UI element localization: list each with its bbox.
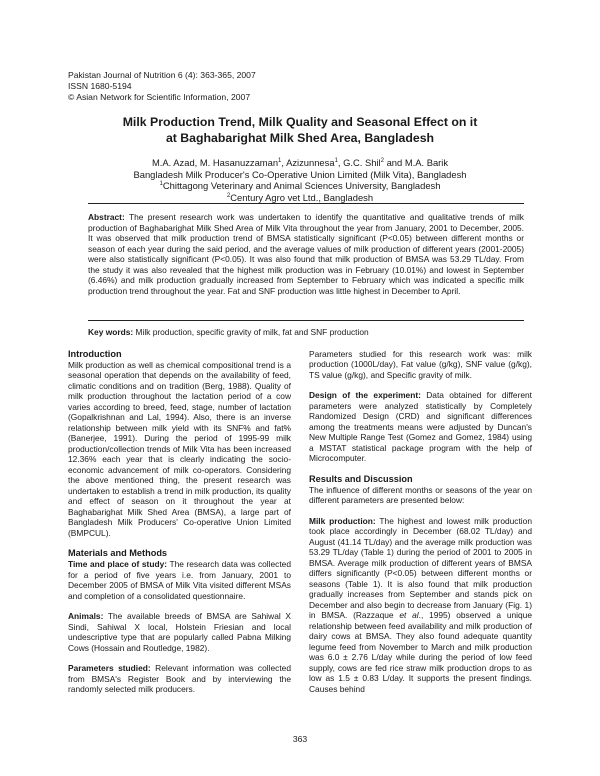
affiliation-0: Bangladesh Milk Producer's Co-Operative Union Limited (Milk Vita), Bangladesh bbox=[133, 168, 467, 180]
affiliation-2: $^2$Century Agro vet Ltd., Bangladesh bbox=[226, 191, 374, 203]
journal-citation: Pakistan Journal of Nutrition 6 (4): 363-365, 2007 bbox=[68, 70, 256, 80]
introduction-text: Milk production as well as chemical compositional trend is a seasonal operation that depends on the availability of feed, climatic conditions and on tradition (Berg, 1988). Quality of milk production throughout the lactation period of a cow varies according to breed, feed, stage, number of lactation (Gopalkrishnan and Lal, 1994). Also, there is an inverse relationship between milk yield with its SNF% and fat% (Banerjee, 1991). During the period of 1995-99 milk production/collection trends of Milk Vita has been increased 12.36% each year that is clearly indicating the socio-economic advancement of milk co-operators. Considering the above mentioned thing, the present research was undertaken to establish a trend in milk production, its quality and effect of season on it throughout the year at Baghabarighat Milk Shed Area (BMSA), a large part of Bangladesh Milk Producers' Co-operative Union Limited (BMPCUL). bbox=[68, 360, 291, 538]
milk-production-paragraph: Milk production: The highest and lowest milk production took place accordingly in December (68.02 TL/day) and August (41.14 TL/day) and the average milk production was 53.29 TL/day (Table 1) during the period of 2001 to 2005 in BMSA. Average milk production of different years of BMSA differs significantly (P<0.05) between different months or seasons (Table 1). It is also found that milk production gradually increases from September and stands pick on December and also begin to decrease from January (Fig. 1) in BMSA. (Razzaque et al., 1995) observed a unique relationship between feed availability and milk production of dairy cows at BMSA. They also found adequate quantity legume feed from November to March and milk production was 6.0 ± 2.76 L/day while during the period of low feed supply, cows are fed rice straw milk production drops to as low as 1.5 ± 0.83 L/day. It supports the present findings. Causes behind bbox=[309, 515, 532, 694]
parameters-continued: Parameters studied for this research work was: milk production (1000L/day), Fat value (g/kg), SNF value (g/kg), TS value (g/kg), and Specific gravity of milk. bbox=[309, 349, 532, 380]
journal-issn: ISSN 1680-5194 bbox=[68, 81, 132, 92]
paper-title-line-1: Milk Production Trend, Milk Quality and Seasonal Effect on it bbox=[122, 115, 478, 129]
right-column bbox=[309, 349, 532, 694]
abstract-label: Abstract: bbox=[88, 212, 125, 222]
authors-block bbox=[60, 157, 540, 203]
affiliation-1: $^1$Chittagong Veterinary and Animal Sciences University, Bangladesh bbox=[159, 180, 441, 192]
results-intro: The influence of different months or seasons of the year on different parameters are presented below: bbox=[309, 484, 532, 506]
keywords-text: Milk production, specific gravity of milk, fat and SNF production bbox=[133, 327, 369, 337]
journal-header bbox=[68, 70, 256, 104]
abstract bbox=[88, 212, 524, 296]
paper-title-line-2: at Baghabarighat Milk Shed Area, Bangladesh bbox=[165, 130, 435, 145]
methods-heading: Materials and Methods bbox=[68, 548, 168, 559]
keywords bbox=[88, 327, 524, 338]
animals-paragraph: Animals: The available breeds of BMSA are Sahiwal X Sindi, Sahiwal X local, Holstein Friesian and local undescriptive type that are popularly called Pabna Milking Cows (Hossain and Routledge, 1982). bbox=[68, 611, 291, 653]
author-list: M.A. Azad, M. Hasanuzzaman$^1$, Azizunnesa$^1$, G.C. Shil$^2$ and M.A. Barik bbox=[151, 157, 449, 168]
paper-title bbox=[60, 115, 540, 146]
page-number: 363 bbox=[292, 734, 308, 744]
design-paragraph: Design of the experiment: Data obtained for different parameters were analyzed statistically by Completely Randomized Design (CRD) and significant differences among the treatments means were adjusted by Duncan's New Multiple Range Test (Gomez and Gomez, 1984) using a MSTAT statistical package program with the help of Microcomputer. bbox=[309, 390, 533, 464]
keywords-label: Key words: bbox=[88, 327, 134, 337]
introduction-heading: Introduction bbox=[68, 349, 122, 359]
parameters-paragraph: Parameters studied: Relevant information was collected from BMSA's Register Book and by interviewing the randomly selected milk producers. bbox=[68, 663, 291, 695]
journal-copyright: © Asian Network for Scientific Information, 2007 bbox=[68, 92, 251, 103]
left-column bbox=[68, 349, 291, 695]
time-place-paragraph: Time and place of study: The research data was collected for a period of five years i.e. from January, 2001 to December 2005 of BMSA of Milk Vita visited different MSAs and completion of a consolidated questionnaire. bbox=[68, 559, 292, 601]
results-heading: Results and Discussion bbox=[309, 473, 413, 484]
abstract-text: The present research work was undertaken to identify the quantitative and qualitative trends of milk production of Baghabarighat Milk Shed Area of Milk Vita throughout the year from January, 2001 to December, 2005. It was observed that milk production trend of BMSA statistically significant (P<0.05) between different months or season of each year during the said period, and the average values of milk production of different years (2001-2005) were also statistically significant (P<0.05). It was also found that milk production of BMSA was 53.29 TL/day. From the study it was also revealed that the highest milk production was in February (10.01%) and lowest in September (6.46%) and milk production gradually increased from September to February which was indicated a specific milk production trend throughout the year. Fat and SNF production was little highest in December to April. bbox=[88, 212, 524, 296]
